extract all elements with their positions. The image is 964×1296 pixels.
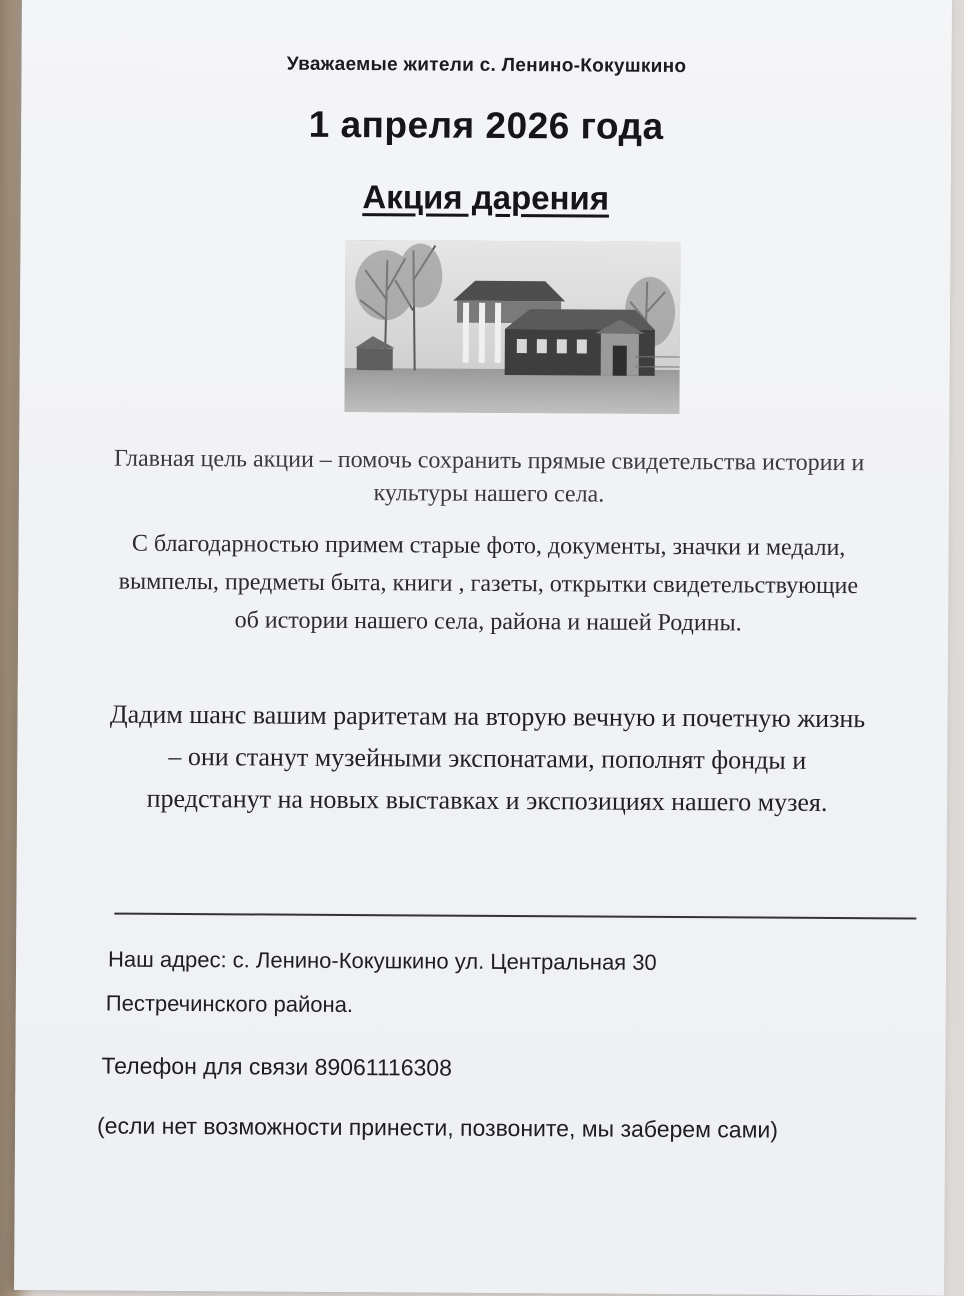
- flyer-sheet: [14, 0, 952, 1296]
- paragraph-items: С благодарностью примем старые фото, документы, значки и медали, вымпелы, предметы быта, книги , газеты, открытки свидетельствующие об истории нашего села, района и нашей Родины.: [108, 525, 869, 644]
- paragraph-museum: Дадим шанс вашим раритетам на вторую вечную и почетную жизнь – они станут музейными экспонатами, пополнят фонды и предстанут на новых выставках и экспозициях нашего музея.: [107, 694, 868, 825]
- phone-contact: Телефон для связи 89061116308: [101, 1053, 452, 1082]
- address-line-2: Пестречинского района.: [106, 991, 353, 1019]
- divider-line: [114, 913, 916, 920]
- flyer-title: [21, 176, 951, 220]
- paragraph-goal: Главная цель акции – помочь сохранить прямые свидетельства истории и культуры нашего села.: [109, 443, 869, 514]
- event-date: 1 апреля 2026 года: [21, 102, 951, 150]
- flyer-title-text: Акция дарения: [362, 178, 609, 217]
- address-line-1: Наш адрес: с. Ленино-Кокушкино ул. Центральная 30: [108, 947, 657, 976]
- greeting-heading: Уважаемые жители с. Ленино-Кокушкино: [21, 52, 951, 80]
- pickup-note: (если нет возможности принести, позвоните, мы заберем сами): [97, 1112, 778, 1143]
- house-photo-icon: [344, 240, 680, 414]
